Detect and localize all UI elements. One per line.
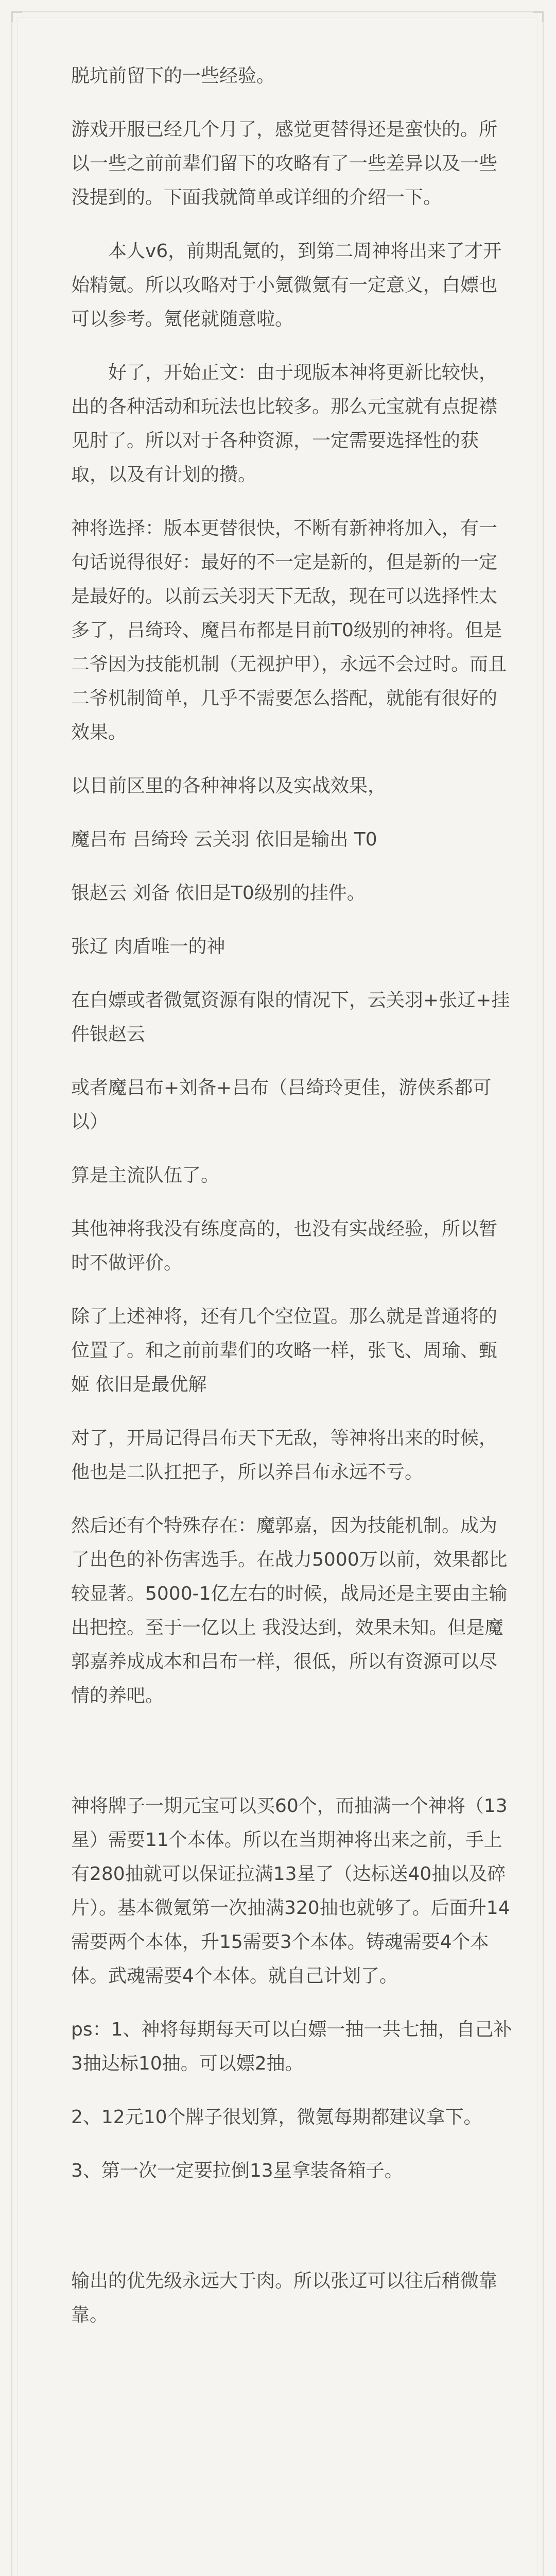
paragraph-background: 游戏开服已经几个月了，感觉更替得还是蛮快的。所以一些之前前辈们留下的攻略有了一些差异以及一些没提到的。下面我就简单或详细的介绍一下。	[71, 119, 498, 208]
paragraph-guojia: 然后还有个特殊存在：魔郭嘉，因为技能机制。成为了出色的补伤害选手。在战力5000万以前，效果都比较显著。5000-1亿左右的时候，战局还是主要由主输出把控。至于一亿以上 我没达到，效果未知。但是魔郭嘉养成成本和吕布一样，很低，所以有资源可以尽情的养吧。	[71, 1515, 508, 1706]
paragraph-other-heroes: 其他神将我没有练度高的，也没有实战经验，所以暂时不做评价。	[71, 1218, 498, 1274]
paragraph-spacer	[71, 1733, 514, 1789]
paragraph-intro: 脱坑前留下的一些经验。	[71, 65, 275, 87]
paragraph-tokens: 神将牌子一期元宝可以买60个，而抽满一个神将（13星）需要11个本体。所以在当期神将出来之前，手上有280抽就可以保证拉满13星了（达标送40抽以及碎片）。基本微氪第一次抽满320抽也就够了。后面升14需要两个本体，升15需要3个本体。铸魂需要4个本体。武魂需要4个本体。就自己计划了。	[71, 1795, 510, 1987]
paragraph-author: 本人v6，前期乱氪的，到第二周神将出来了才开始精氪。所以攻略对于小氪微氪有一定意义，白嫖也可以参考。氪佬就随意啦。	[71, 241, 502, 330]
paragraph-tier-support: 银赵云 刘备 依旧是T0级别的挂件。	[71, 883, 366, 904]
paragraph-hero-selection: 神将选择：版本更替很快，不断有新神将加入，有一句话说得很好：最好的不一定是新的，但是新的一定是最好的。以前云关羽天下无敌，现在可以选择性太多了，吕绮玲、魔吕布都是目前T0级别的神将。但是二爷因为技能机制（无视护甲），永远不会过时。而且二爷机制简单，几乎不需要怎么搭配，就能有很好的效果。	[71, 518, 507, 743]
paragraph-ps-two: 2、12元10个牌子很划算，微氪每期都建议拿下。	[71, 2107, 482, 2128]
paragraph-priority: 输出的优先级永远大于肉。所以张辽可以往后稍微靠靠。	[71, 2270, 498, 2326]
paragraph-mainstream: 算是主流队伍了。	[71, 1165, 220, 1186]
paragraph-lubu: 对了，开局记得吕布天下无敌，等神将出来的时候，他也是二队扛把子，所以养吕布永远不亏。	[71, 1428, 498, 1483]
paragraph-tier-output: 魔吕布 吕绮玲 云关羽 依旧是输出 T0	[71, 829, 377, 850]
paragraph-team-two: 或者魔吕布+刘备+吕布（吕绮玲更佳，游侠系都可以）	[71, 1077, 492, 1132]
paragraph-current-heroes: 以目前区里的各种神将以及实战效果，	[71, 775, 387, 796]
paragraph-spacer	[71, 2208, 514, 2264]
paragraph-tier-tank: 张辽 肉盾唯一的神	[71, 936, 225, 957]
paragraph-ps-one: ps：1、神将每期每天可以白嫖一抽一共七抽，自己补3抽达标10抽。可以嫖2抽。	[71, 2019, 512, 2074]
note-body	[71, 59, 514, 2352]
corner-ornament-top-right	[533, 11, 544, 22]
paragraph-start: 好了，开始正文：由于现版本神将更新比较快，出的各种活动和玩法也比较多。那么元宝就有点捉襟见肘了。所以对于各种资源，一定需要选择性的获取，以及有计划的攒。	[71, 362, 498, 485]
paragraph-normal-heroes: 除了上述神将，还有几个空位置。那么就是普通将的位置了。和之前前辈们的攻略一样，张飞、周瑜、甄姬 依旧是最优解	[71, 1306, 498, 1395]
corner-ornament-top-left	[11, 11, 22, 22]
paragraph-ps-three: 3、第一次一定要拉倒13星拿装备箱子。	[71, 2160, 403, 2181]
paragraph-team-one: 在白嫖或者微氪资源有限的情况下，云关羽+张辽+挂件银赵云	[71, 990, 510, 1045]
